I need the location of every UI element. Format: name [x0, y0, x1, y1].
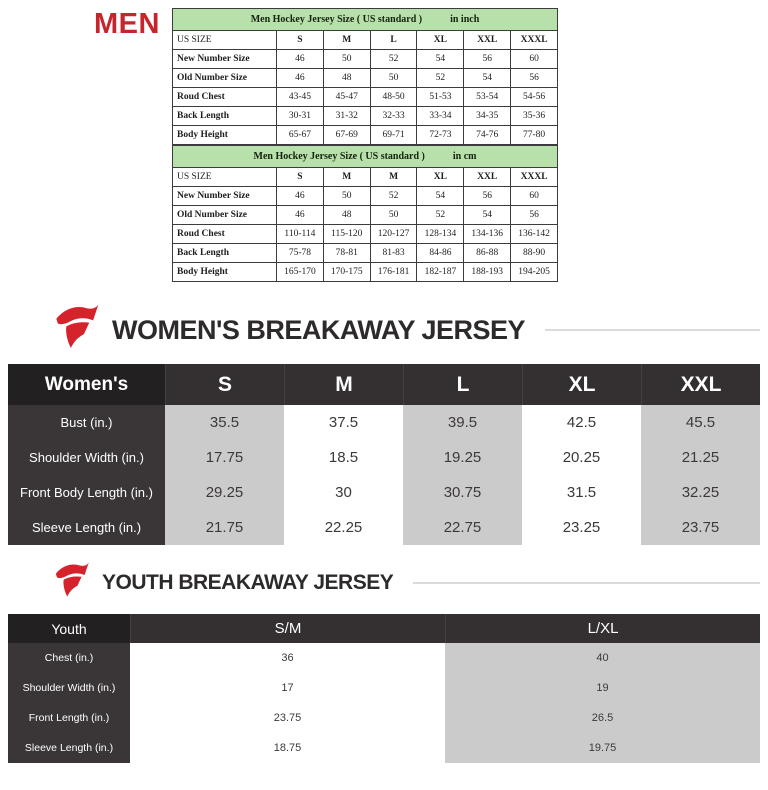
men-col-header: XL [417, 168, 464, 187]
women-col-header: L [403, 364, 522, 405]
men-cell: 56 [464, 50, 511, 69]
women-row-label: Bust (in.) [8, 405, 165, 440]
men-cell: 50 [370, 206, 417, 225]
women-cell: 20.25 [562, 449, 601, 466]
men-cell: 52 [417, 69, 464, 88]
men-col-header: XXL [464, 168, 511, 187]
men-row-label: Body Height [173, 126, 277, 145]
men-cell: 120-127 [370, 225, 417, 244]
youth-section-header [0, 558, 768, 608]
youth-cell: 17 [281, 682, 294, 694]
men-cell: 56 [511, 206, 558, 225]
men-table-title [173, 9, 558, 31]
youth-cell: 23.75 [273, 712, 302, 724]
men-row-label: Back Length [173, 107, 277, 126]
youth-col-header: S/M [130, 614, 445, 643]
women-cell: 42.5 [566, 414, 597, 431]
men-cell: 65-67 [277, 126, 324, 145]
men-cell: 182-187 [417, 263, 464, 282]
women-col-header: M [284, 364, 403, 405]
men-col-header: XXXL [511, 168, 558, 187]
youth-cell: 19 [445, 673, 760, 703]
men-cell: 72-73 [417, 126, 464, 145]
men-cell: 30-31 [277, 107, 324, 126]
men-row-label: Back Length [173, 244, 277, 263]
men-cell: 115-120 [323, 225, 370, 244]
men-section [0, 0, 768, 298]
women-cell: 17.75 [165, 440, 284, 475]
men-size-table [172, 145, 558, 282]
men-col-header: M [323, 168, 370, 187]
men-cell: 46 [277, 187, 324, 206]
women-row-label: Shoulder Width (in.) [8, 440, 165, 475]
women-cell: 31.5 [566, 484, 597, 501]
women-col-header: XL [522, 364, 641, 405]
men-cell: 165-170 [277, 263, 324, 282]
men-cell: 84-86 [417, 244, 464, 263]
men-cell: 33-34 [417, 107, 464, 126]
men-cell: 128-134 [417, 225, 464, 244]
women-cell: 35.5 [165, 405, 284, 440]
men-cell: 67-69 [323, 126, 370, 145]
men-row-label: New Number Size [173, 50, 277, 69]
women-section-header [0, 300, 768, 360]
men-col-header: M [370, 168, 417, 187]
men-cell: 134-136 [464, 225, 511, 244]
men-cell: 31-32 [323, 107, 370, 126]
women-row-label: Sleeve Length (in.) [8, 510, 165, 545]
men-cell: 48-50 [370, 88, 417, 107]
youth-cell: 40 [445, 643, 760, 673]
youth-col-header: L/XL [445, 614, 760, 643]
men-size-table [172, 8, 558, 145]
men-cell: 54 [417, 187, 464, 206]
men-cell: 69-71 [370, 126, 417, 145]
men-cell: 48 [323, 206, 370, 225]
men-cell: 50 [323, 50, 370, 69]
women-cell: 22.25 [324, 519, 363, 536]
men-cell: 54-56 [511, 88, 558, 107]
youth-section-title: YOUTH BREAKAWAY JERSEY [102, 571, 394, 594]
men-cell: 136-142 [511, 225, 558, 244]
men-table-title-text: Men Hockey Jersey Size ( US standard ) [253, 151, 425, 162]
men-cell: 188-193 [464, 263, 511, 282]
youth-table-corner: Youth [8, 614, 130, 643]
youth-row-label: Front Length (in.) [8, 703, 130, 733]
men-cell: 56 [511, 69, 558, 88]
men-corner-cell: US SIZE [173, 31, 277, 50]
women-section-title: WOMEN'S BREAKAWAY JERSEY [112, 314, 526, 345]
women-cell: 18.5 [328, 449, 359, 466]
men-col-header: XXXL [511, 31, 558, 50]
youth-cell: 18.75 [273, 742, 302, 754]
men-cell: 54 [464, 206, 511, 225]
section-rule [545, 329, 760, 331]
women-cell: 45.5 [641, 405, 760, 440]
men-cell: 88-90 [511, 244, 558, 263]
youth-row-label: Sleeve Length (in.) [8, 733, 130, 763]
women-cell: 21.75 [165, 510, 284, 545]
youth-row-label: Chest (in.) [8, 643, 130, 673]
men-cell: 35-36 [511, 107, 558, 126]
men-row-label: Old Number Size [173, 206, 277, 225]
men-cell: 60 [511, 187, 558, 206]
men-row-label: New Number Size [173, 187, 277, 206]
youth-cell: 36 [281, 652, 294, 664]
women-cell: 30.75 [403, 475, 522, 510]
men-cell: 75-78 [277, 244, 324, 263]
women-cell: 37.5 [328, 414, 359, 431]
men-row-label: Old Number Size [173, 69, 277, 88]
men-cell: 45-47 [323, 88, 370, 107]
men-col-header: S [277, 168, 324, 187]
women-cell: 23.25 [562, 519, 601, 536]
men-cell: 50 [323, 187, 370, 206]
fanatics-flag-icon [54, 302, 100, 359]
fanatics-flag-icon [54, 560, 90, 607]
men-cell: 74-76 [464, 126, 511, 145]
men-cell: 46 [277, 206, 324, 225]
women-col-header: S [165, 364, 284, 405]
men-cell: 51-53 [417, 88, 464, 107]
section-rule [413, 582, 760, 584]
women-cell: 39.5 [403, 405, 522, 440]
women-cell: 29.25 [165, 475, 284, 510]
men-cell: 170-175 [323, 263, 370, 282]
youth-size-table [8, 614, 760, 763]
men-col-header: S [277, 31, 324, 50]
men-cell: 176-181 [370, 263, 417, 282]
men-col-header: L [370, 31, 417, 50]
men-cell: 81-83 [370, 244, 417, 263]
men-cell: 52 [370, 187, 417, 206]
women-col-header: XXL [641, 364, 760, 405]
men-corner-cell: US SIZE [173, 168, 277, 187]
men-cell: 46 [277, 69, 324, 88]
men-cell: 52 [417, 206, 464, 225]
women-table-corner: Women's [8, 364, 165, 405]
men-cell: 52 [370, 50, 417, 69]
men-cell: 110-114 [277, 225, 324, 244]
men-col-header: M [323, 31, 370, 50]
youth-row-label: Shoulder Width (in.) [8, 673, 130, 703]
women-cell: 30 [335, 484, 352, 501]
men-cell: 48 [323, 69, 370, 88]
men-row-label: Body Height [173, 263, 277, 282]
women-cell: 21.25 [641, 440, 760, 475]
men-cell: 53-54 [464, 88, 511, 107]
women-size-table [8, 364, 760, 545]
women-cell: 23.75 [641, 510, 760, 545]
men-table-unit-text: in inch [450, 14, 480, 25]
youth-cell: 26.5 [445, 703, 760, 733]
men-cell: 34-35 [464, 107, 511, 126]
men-section-title: MEN [94, 8, 160, 40]
men-cell: 43-45 [277, 88, 324, 107]
women-cell: 32.25 [641, 475, 760, 510]
women-row-label: Front Body Length (in.) [8, 475, 165, 510]
men-cell: 56 [464, 187, 511, 206]
men-table-unit-text: in cm [452, 151, 477, 162]
men-cell: 50 [370, 69, 417, 88]
men-size-tables [172, 8, 558, 282]
men-col-header: XL [417, 31, 464, 50]
men-col-header: XXL [464, 31, 511, 50]
men-cell: 77-80 [511, 126, 558, 145]
men-table-title [173, 146, 558, 168]
men-row-label: Roud Chest [173, 225, 277, 244]
men-cell: 78-81 [323, 244, 370, 263]
men-cell: 32-33 [370, 107, 417, 126]
men-cell: 60 [511, 50, 558, 69]
men-cell: 54 [464, 69, 511, 88]
women-cell: 22.75 [403, 510, 522, 545]
men-cell: 46 [277, 50, 324, 69]
men-cell: 54 [417, 50, 464, 69]
men-table-title-text: Men Hockey Jersey Size ( US standard ) [250, 14, 423, 25]
men-cell: 86-88 [464, 244, 511, 263]
youth-cell: 19.75 [445, 733, 760, 763]
men-cell: 194-205 [511, 263, 558, 282]
women-cell: 19.25 [403, 440, 522, 475]
men-row-label: Roud Chest [173, 88, 277, 107]
